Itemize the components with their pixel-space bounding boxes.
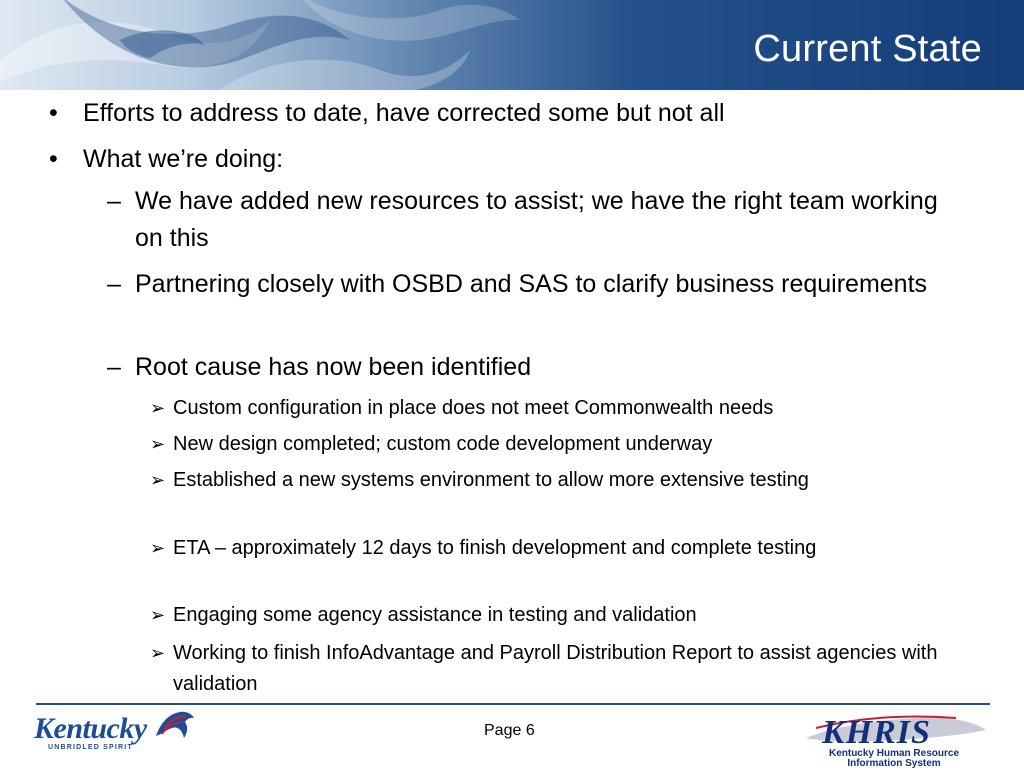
arrow-bullet-icon: ➢	[150, 605, 166, 625]
sub-bullet-item	[107, 349, 967, 386]
title-banner	[0, 0, 1024, 90]
sub-bullet-text: Partnering closely with OSBD and SAS to clarify business requirements	[135, 270, 928, 298]
bullet-marker: •	[49, 99, 58, 127]
arrow-bullet-icon: ➢	[150, 470, 166, 490]
bullet-marker: •	[49, 145, 58, 173]
detail-item	[150, 429, 940, 460]
footer-divider	[36, 703, 990, 705]
dash-marker: –	[107, 353, 121, 381]
bullet-text: Efforts to address to date, have corrected some but not all	[83, 99, 725, 127]
sub-bullet-item	[107, 266, 967, 303]
detail-text: ETA – approximately 12 days to finish development and complete testing	[173, 537, 817, 559]
horse-icon	[152, 706, 196, 746]
sub-bullet-item	[107, 183, 967, 257]
khris-wordmark: KHRIS	[822, 714, 931, 751]
detail-text: New design completed; custom code development underway	[173, 433, 713, 455]
arrow-bullet-icon: ➢	[150, 434, 166, 454]
arrow-bullet-icon: ➢	[150, 538, 166, 558]
slide-title: Current State	[753, 28, 982, 70]
detail-text: Engaging some agency assistance in testing and validation	[173, 604, 697, 626]
dash-marker: –	[107, 187, 121, 215]
detail-item	[150, 638, 940, 700]
detail-item	[150, 465, 940, 496]
detail-item	[150, 600, 940, 631]
kentucky-tagline: UNBRIDLED SPIRIT	[48, 744, 133, 751]
page-number: Page 6	[484, 722, 535, 739]
bullet-text: What we’re doing:	[83, 145, 284, 173]
detail-text: Working to finish InfoAdvantage and Payroll Distribution Report to assist agencies with validation	[173, 642, 938, 695]
khris-subtitle-line1: Kentucky Human Resource	[828, 748, 960, 759]
khris-subtitle-line2: Information System	[847, 758, 941, 769]
sub-bullet-text: Root cause has now been identified	[135, 353, 532, 381]
detail-item	[150, 393, 940, 424]
kentucky-wordmark: Kentucky	[34, 712, 147, 745]
detail-text: Established a new systems environment to allow more extensive testing	[173, 469, 809, 491]
detail-text: Custom configuration in place does not meet Commonwealth needs	[173, 397, 774, 419]
detail-item	[150, 533, 940, 564]
arrow-bullet-icon: ➢	[150, 398, 166, 418]
kentucky-logo	[34, 706, 194, 758]
dash-marker: –	[107, 270, 121, 298]
arrow-bullet-icon: ➢	[150, 643, 166, 663]
sub-bullet-text: We have added new resources to assist; we have the right team working on this	[135, 187, 938, 252]
khris-logo	[796, 708, 992, 768]
